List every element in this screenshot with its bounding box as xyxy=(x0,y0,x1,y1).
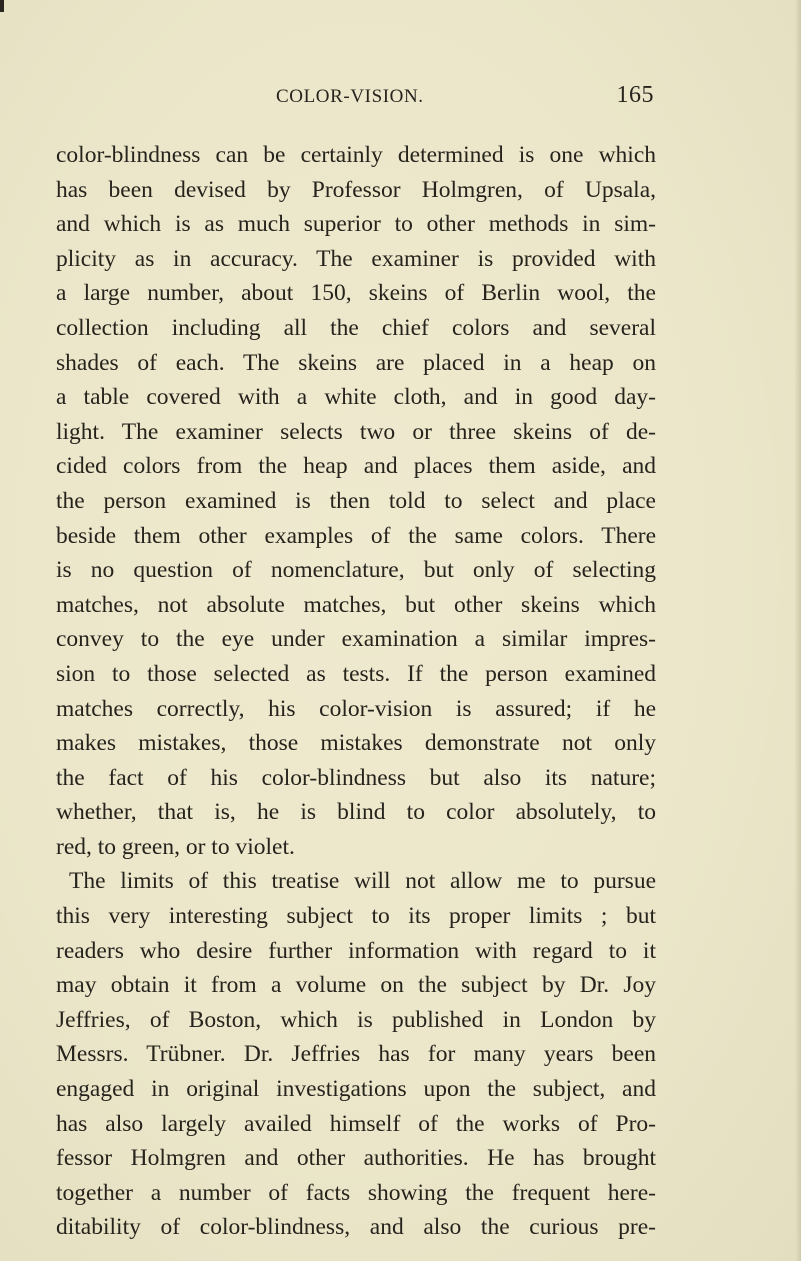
text-line: convey to the eye under examination a similar impres- xyxy=(56,626,656,653)
paragraph-start-line: The limits of this treatise will not allow me to pursue xyxy=(69,868,656,895)
page-number: 165 xyxy=(616,82,654,108)
text-line: readers who desire further information with regard to it xyxy=(56,937,656,964)
text-line: a table covered with a white cloth, and in good day- xyxy=(56,384,656,411)
body-text xyxy=(56,138,656,1245)
text-line: has also largely availed himself of the works of Pro- xyxy=(56,1110,656,1137)
text-line: engaged in original investigations upon the subject, and xyxy=(56,1076,656,1103)
text-line: beside them other examples of the same colors. There xyxy=(56,522,656,549)
text-line: makes mistakes, those mistakes demonstrate not only xyxy=(56,730,656,757)
text-line: ditability of color-blindness, and also the curious pre- xyxy=(56,1214,656,1241)
text-line: matches, not absolute matches, but other skeins which xyxy=(56,591,656,618)
text-line: this very interesting subject to its proper limits ; but xyxy=(56,903,656,930)
text-line: cided colors from the heap and places them aside, and xyxy=(56,453,656,480)
text-line: and which is as much superior to other methods in sim- xyxy=(56,211,656,238)
text-line: has been devised by Professor Holmgren, of Upsala, xyxy=(56,176,656,203)
text-line: Jeffries, of Boston, which is published in London by xyxy=(56,1006,656,1033)
text-line: collection including all the chief colors and several xyxy=(56,314,656,341)
text-line: a large number, about 150, skeins of Berlin wool, the xyxy=(56,280,656,307)
text-line: is no question of nomenclature, but only of selecting xyxy=(56,557,656,584)
paragraph-end-line: red, to green, or to violet. xyxy=(56,833,295,860)
text-line: sion to those selected as tests. If the person examined xyxy=(56,660,656,687)
text-line: together a number of facts showing the frequent here- xyxy=(56,1179,656,1206)
text-line: whether, that is, he is blind to color absolutely, to xyxy=(56,799,656,826)
text-line: the fact of his color-blindness but also its nature; xyxy=(56,764,656,791)
text-line: may obtain it from a volume on the subject by Dr. Joy xyxy=(56,972,656,999)
text-line: shades of each. The skeins are placed in a heap on xyxy=(56,349,656,376)
text-line: the person examined is then told to select and place xyxy=(56,487,656,514)
text-line: Messrs. Trübner. Dr. Jeffries has for many years been xyxy=(56,1041,656,1068)
page-edge-mark xyxy=(0,0,4,12)
text-line: plicity as in accuracy. The examiner is provided with xyxy=(56,245,656,272)
text-line: light. The examiner selects two or three skeins of de- xyxy=(56,418,656,445)
text-line: fessor Holmgren and other authorities. He has brought xyxy=(56,1145,656,1172)
text-line: matches correctly, his color-vision is assured; if he xyxy=(56,695,656,722)
running-head-title: COLOR-VISION. xyxy=(276,86,424,107)
text-line: color-blindness can be certainly determined is one which xyxy=(56,142,656,168)
running-head xyxy=(56,82,656,114)
page-right-edge xyxy=(795,0,801,1261)
